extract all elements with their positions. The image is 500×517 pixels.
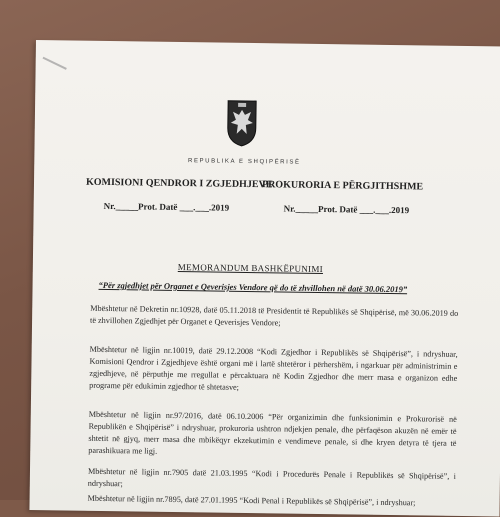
memorandum-subtitle: “Për zgjedhjet për Organet e Qeverisjes Vendore që do të zhvillohen në datë 30.06.2019” bbox=[98, 279, 408, 295]
right-institution-name: PROKURORIA E PËRGJITHSHME bbox=[261, 179, 424, 193]
memorandum-page bbox=[29, 40, 500, 517]
pencil-mark bbox=[43, 57, 67, 70]
paragraph-criminal-procedure-code: Mbështetur në ligjin nr.7905 datë 21.03.1995 “Kodi i Procedurës Penale i Republikës së Shqipërisë”, i ndryshuar; bbox=[87, 466, 457, 489]
left-protocol-line: Nr._____Prot. Datë ___.___.2019 bbox=[103, 200, 230, 213]
republic-label: REPUBLIKA E SHQIPËRISË bbox=[188, 158, 301, 166]
paragraph-criminal-code: Mbështetur në ligjin nr.7895, datë 27.01.1995 “Kodi Penal i Republikës së Shqipërisë”, i ndryshuar; bbox=[87, 493, 416, 508]
memorandum-title: MEMORANDUM BASHKËPUNIMI bbox=[177, 262, 324, 275]
paragraph-prosecution-law: Mbështetur në ligjin nr.97/2016, datë 06.10.2006 “Për organizimin dhe funksionimin e Prokurorisë në Republikën e Shqipërisë” i ndryshuar, prokuroria ushtron ndjekjen penale, dhe përfaqëson akuzën në emër të shtetit në gjyq, merr masa dhe mbikëqyr ekzekutimin e vendimeve penale, si dhe kryen detyra të tjera të parashikuara me ligj. bbox=[88, 409, 457, 456]
right-protocol-line: Nr._____Prot. Datë ___.___.2019 bbox=[283, 203, 410, 216]
albanian-eagle-emblem-icon bbox=[225, 98, 260, 148]
paragraph-decree: Mbështetur në Dekretin nr.10928, datë 05.11.2018 të Presidentit të Republikës së Shqipërisë, më 30.06.2019 do të zhvillohen Zgjedhjet për Organet e Qeverisjes Vendore; bbox=[90, 303, 459, 328]
paragraph-electoral-code: Mbështetur në ligjin nr.10019, datë 29.12.2008 “Kodi Zgjedhor i Republikës së Shqipërisë”, i ndryshuar, Komisioni Qendror i Zgjedhjeve është organi më i lartë shtetëror i përhershëm, i ngarkuar për administrimin e zgjedhjeve, në përputhje me rregullat e përcaktuara në Kodin Zgjedhor dhe merr masa e organizon edhe programe për edukimin zgjedhor të shtetasve; bbox=[89, 344, 458, 392]
left-institution-name: KOMISIONI QENDROR I ZGJEDHJEVE bbox=[85, 176, 273, 191]
